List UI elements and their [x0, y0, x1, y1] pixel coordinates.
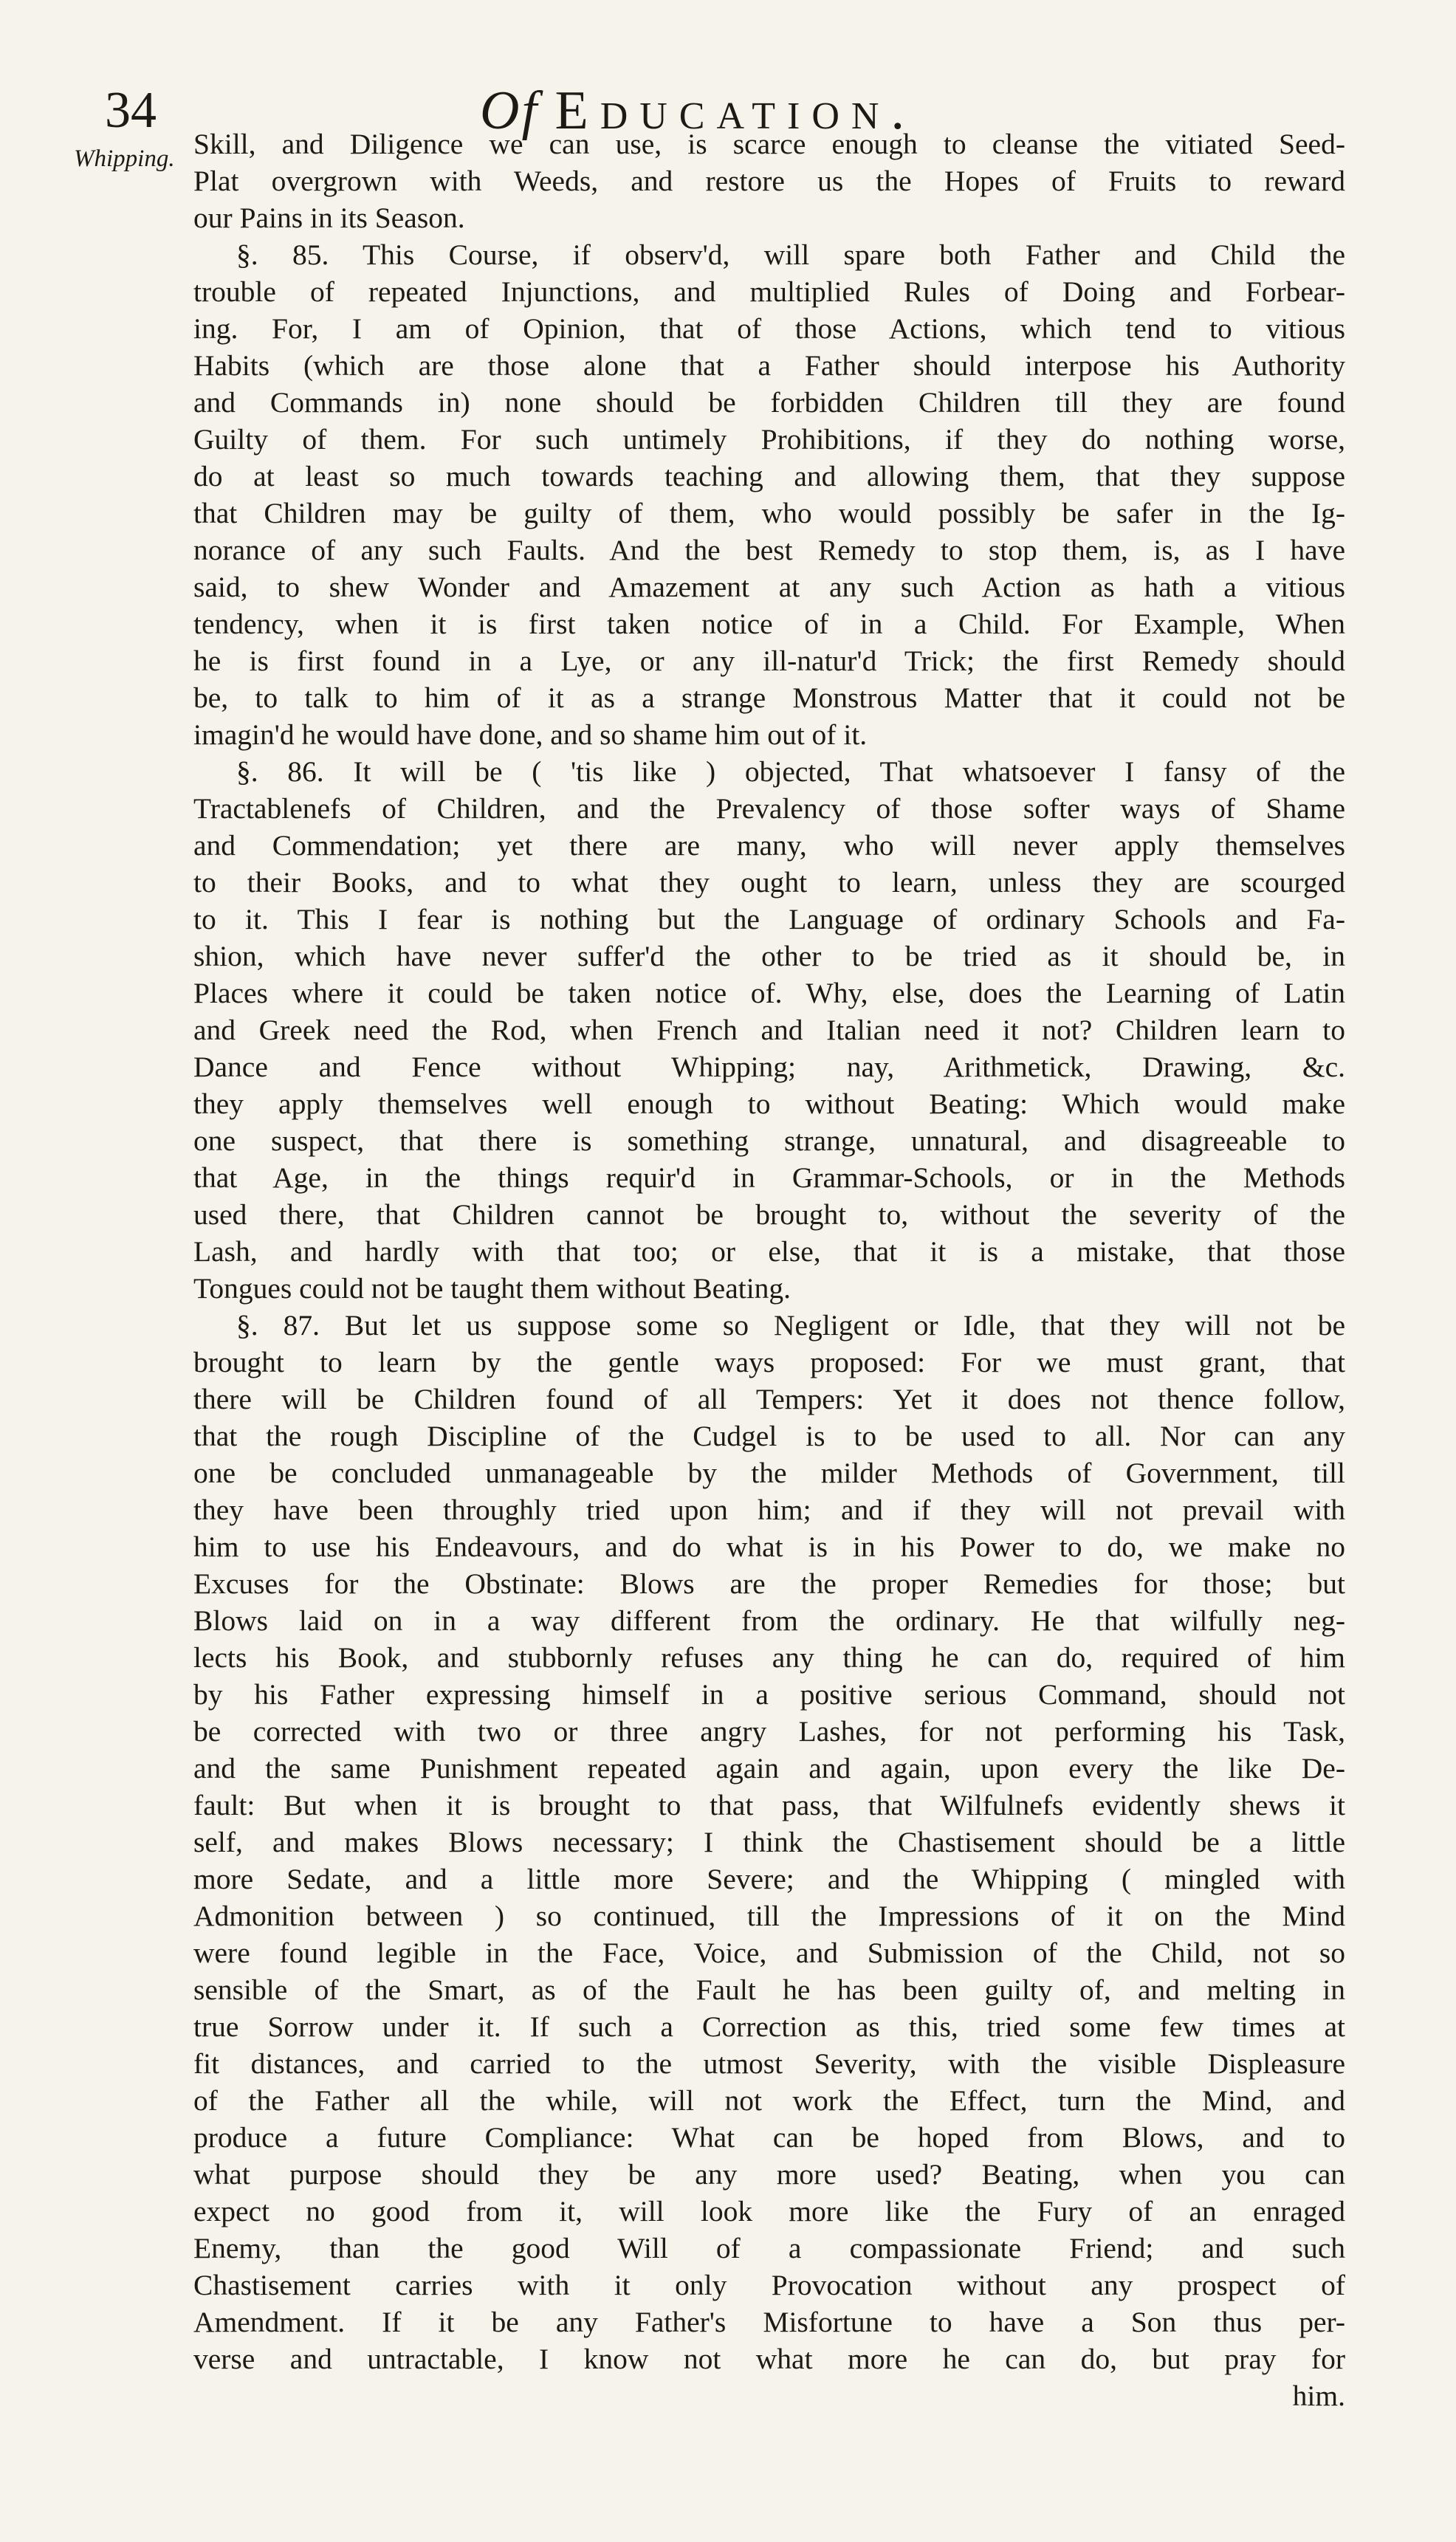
text-line: him to use his Endeavours, and do what is in his Power to do, we make no: [193, 1531, 1345, 1563]
text-line: produce a future Compliance: What can be hoped from Blows, and to: [193, 2121, 1345, 2154]
text-line: tendency, when it is first taken notice of in a Child. For Example, When: [193, 608, 1345, 640]
text-line: used there, that Children cannot be brought to, without the severity of the: [193, 1198, 1345, 1231]
text-line: verse and untractable, I know not what more he can do, but pray for: [193, 2343, 1345, 2375]
text-line: that the rough Discipline of the Cudgel is to be used to all. Nor can any: [193, 1420, 1345, 1452]
text-line: Lash, and hardly with that too; or else, that it is a mistake, that those: [193, 1235, 1345, 1268]
text-line: Habits (which are those alone that a Father should interpose his Authority: [193, 349, 1345, 382]
text-line: they have been throughly tried upon him; and if they will not prevail with: [193, 1494, 1345, 1526]
text-line: brought to learn by the gentle ways proposed: For we must grant, that: [193, 1346, 1345, 1378]
text-line: expect no good from it, will look more like the Fury of an enraged: [193, 2195, 1345, 2227]
text-line: shion, which have never suffer'd the other to be tried as it should be, in: [193, 940, 1345, 972]
text-line: Blows laid on in a way different from the ordinary. He that wilfully neg-: [193, 1604, 1345, 1637]
text-line: of the Father all the while, will not work the Effect, turn the Mind, and: [193, 2084, 1345, 2117]
text-line: Skill, and Diligence we can use, is scarce enough to cleanse the vitiated Seed-: [193, 128, 1345, 160]
text-line: Plat overgrown with Weeds, and restore us the Hopes of Fruits to reward: [193, 165, 1345, 197]
page-number: 34: [105, 82, 157, 139]
text-line: he is first found in a Lye, or any ill-natur'd Trick; the first Remedy should: [193, 645, 1345, 677]
margin-note: Whipping.: [74, 145, 175, 172]
text-line: to it. This I fear is nothing but the Language of ordinary Schools and Fa-: [193, 903, 1345, 935]
text-line: one suspect, that there is something strange, unnatural, and disagreeable to: [193, 1124, 1345, 1157]
text-line: Chastisement carries with it only Provocation without any prospect of: [193, 2269, 1345, 2301]
text-line: more Sedate, and a little more Severe; and the Whipping ( mingled with: [193, 1863, 1345, 1895]
text-line: Tractablenefs of Children, and the Prevalency of those softer ways of Shame: [193, 792, 1345, 825]
text-line: and Greek need the Rod, when French and Italian need it not? Children learn to: [193, 1014, 1345, 1046]
text-line: by his Father expressing himself in a positive serious Command, should not: [193, 1678, 1345, 1711]
text-line: fit distances, and carried to the utmost Severity, with the visible Displeasure: [193, 2047, 1345, 2080]
text-line: and the same Punishment repeated again and again, upon every the like De-: [193, 1752, 1345, 1784]
text-line: Dance and Fence without Whipping; nay, Arithmetick, Drawing, &c.: [193, 1051, 1345, 1083]
text-line: §. 87. But let us suppose some so Negligent or Idle, that they will not be: [236, 1309, 1345, 1342]
text-line: sensible of the Smart, as of the Fault he has been guilty of, and melting in: [193, 1974, 1345, 2006]
text-line: Places where it could be taken notice of. Why, else, does the Learning of Latin: [193, 977, 1345, 1009]
text-line: said, to shew Wonder and Amazement at any such Action as hath a vitious: [193, 571, 1345, 603]
text-line: lects his Book, and stubbornly refuses any thing he can do, required of him: [193, 1641, 1345, 1674]
text-line: to their Books, and to what they ought to learn, unless they are scourged: [193, 866, 1345, 899]
body-text: [193, 126, 1345, 2414]
text-line: fault: But when it is brought to that pass, that Wilfulnefs evidently shews it: [193, 1789, 1345, 1821]
text-line: norance of any such Faults. And the best Remedy to stop them, is, as I have: [193, 534, 1345, 566]
text-line: one be concluded unmanageable by the milder Methods of Government, till: [193, 1457, 1345, 1489]
text-line: Enemy, than the good Will of a compassionate Friend; and such: [193, 2232, 1345, 2264]
text-line: Guilty of them. For such untimely Prohibitions, if they do nothing worse,: [193, 423, 1345, 456]
text-line: imagin'd he would have done, and so shame him out of it.: [193, 718, 868, 751]
text-line: self, and makes Blows necessary; I think the Chastisement should be a little: [193, 1826, 1345, 1858]
text-line: ing. For, I am of Opinion, that of those Actions, which tend to vitious: [193, 312, 1345, 345]
text-line: §. 85. This Course, if observ'd, will spare both Father and Child the: [236, 238, 1345, 271]
text-line: what purpose should they be any more used? Beating, when you can: [193, 2158, 1345, 2191]
text-line: Excuses for the Obstinate: Blows are the proper Remedies for those; but: [193, 1567, 1345, 1600]
text-line: be corrected with two or three angry Lashes, for not performing his Task,: [193, 1715, 1345, 1748]
text-line: our Pains in its Season.: [193, 202, 465, 234]
text-line: were found legible in the Face, Voice, and Submission of the Child, not so: [193, 1937, 1345, 1969]
text-line: do at least so much towards teaching and allowing them, that they suppose: [193, 460, 1345, 492]
text-line: and Commands in) none should be forbidden Children till they are found: [193, 386, 1345, 419]
text-line: Amendment. If it be any Father's Misfortune to have a Son thus per-: [193, 2306, 1345, 2338]
text-line: Admonition between ) so continued, till the Impressions of it on the Mind: [193, 1900, 1345, 1932]
text-line: true Sorrow under it. If such a Correction as this, tried some few times at: [193, 2010, 1345, 2043]
text-line: they apply themselves well enough to without Beating: Which would make: [193, 1088, 1345, 1120]
text-line: Tongues could not be taught them without Beating.: [193, 1272, 791, 1305]
text-line: that Children may be guilty of them, who would possibly be safer in the Ig-: [193, 497, 1345, 529]
text-line: be, to talk to him of it as a strange Monstrous Matter that it could not be: [193, 681, 1345, 714]
text-line: trouble of repeated Injunctions, and multiplied Rules of Doing and Forbear-: [193, 275, 1345, 308]
running-title: Of Education.: [480, 80, 916, 141]
text-line: him.: [1292, 2380, 1345, 2412]
text-line: that Age, in the things requir'd in Grammar-Schools, or in the Methods: [193, 1161, 1345, 1194]
text-line: §. 86. It will be ( 'tis like ) objected, That whatsoever I fansy of the: [236, 755, 1345, 788]
text-line: there will be Children found of all Tempers: Yet it does not thence follow,: [193, 1383, 1345, 1415]
text-line: and Commendation; yet there are many, who will never apply themselves: [193, 829, 1345, 862]
